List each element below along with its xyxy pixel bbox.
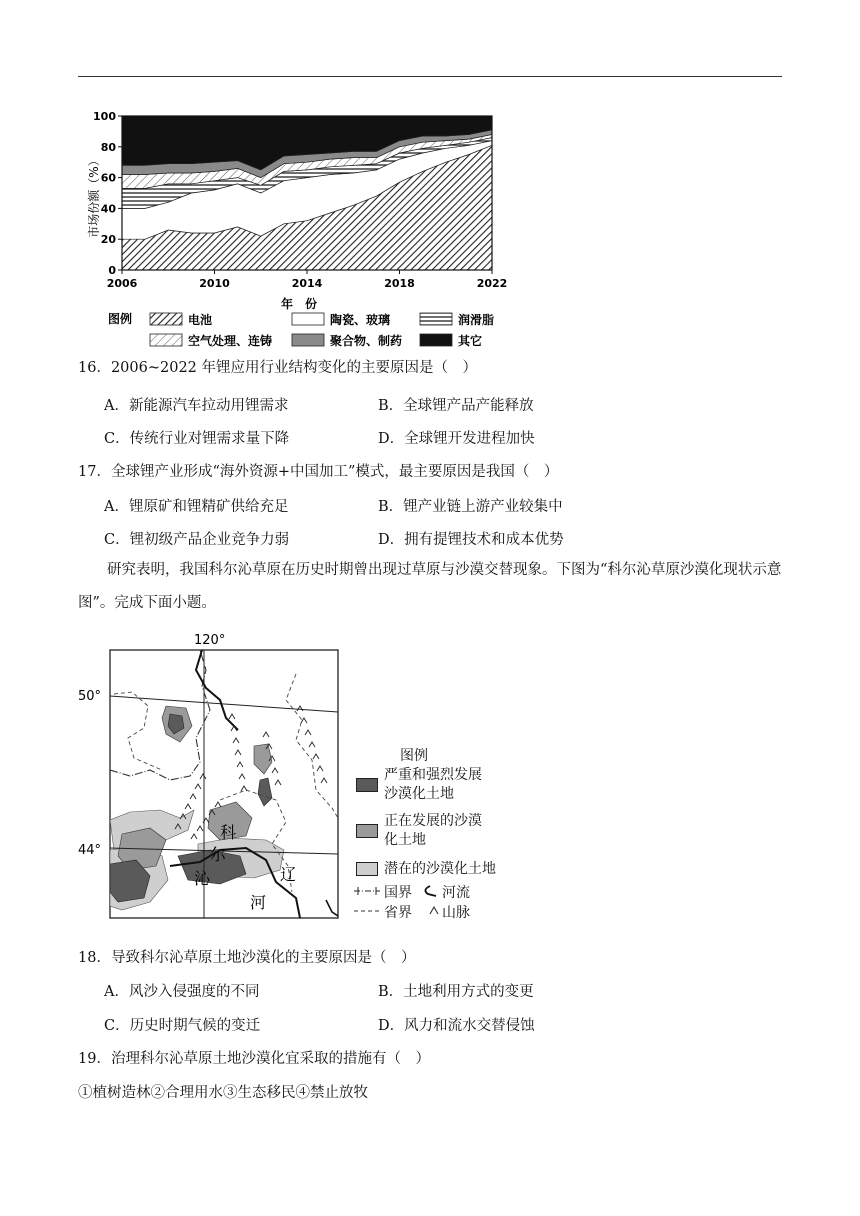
place-char-er: 尔 [210,845,227,864]
chart-legend-swatch-4 [150,334,182,346]
legend-national-border: 国界 [384,885,412,901]
chart-legend-title: 图例 [108,312,133,326]
chart-legend-swatch-1 [150,313,182,325]
question-19-measures: ①植树造林②合理用水③生态移民④禁止放牧 [78,1085,368,1101]
legend-swatch-developing [356,824,378,838]
legend-swatch-severe [356,778,378,792]
latitude-label-44: 44° [78,843,102,858]
y-tick-label: 40 [100,202,116,216]
map-legend-developing [356,812,384,838]
y-tick-label: 0 [108,264,116,277]
x-tick-label: 2014 [291,277,323,290]
question-16-option-c[interactable]: C．传统行业对锂需求量下降 [104,431,290,447]
x-tick-label: 2018 [384,277,415,290]
question-18-option-a[interactable]: A．风沙入侵强度的不同 [104,984,260,1000]
question-16-option-a[interactable]: A．新能源汽车拉动用锂需求 [104,398,289,414]
question-18-stem: 18．导致科尔沁草原土地沙漠化的主要原因是（ ） [78,950,416,966]
chart-legend-label-6: 其它 [458,334,483,348]
chart-x-axis-label: 年 份 [280,297,318,311]
chart-legend-label-5: 聚合物、制药 [330,334,403,348]
map-legend-severe [356,766,384,792]
x-tick-label: 2010 [199,277,230,290]
legend-river: 河流 [442,885,470,901]
reading-paragraph: 研究表明，我国科尔沁草原在历史时期曾出现过草原与沙漠交替现象。下图为“科尔沁草原沙漠化现状示意图”。完成下面小题。 [78,562,782,611]
chart-legend-swatch-5 [292,334,324,346]
legend-label-developing-2: 化土地 [384,832,426,848]
question-17-option-c[interactable]: C．锂初级产品企业竞争力弱 [104,532,290,548]
question-17-stem: 17．全球锂产业形成“海外资源+中国加工”模式，最主要原因是我国（ ） [78,464,559,480]
map-legend-severe-label [384,766,482,804]
legend-swatch-potential [356,862,378,876]
longitude-label: 120° [194,633,226,648]
place-char-ke: 科 [220,823,237,842]
legend-label-potential: 潜在的沙漠化土地 [384,861,496,877]
map-legend-title: 图例 [400,748,428,764]
question-18-option-b[interactable]: B．土地利用方式的变更 [378,984,534,1000]
legend-label-severe-1: 严重和强烈发展 [384,767,482,783]
horqin-desertification-map [70,630,370,926]
map-legend-developing-label [384,812,482,850]
legend-mountain: 山脉 [442,905,470,921]
latitude-label-50: 50° [78,689,102,704]
lithium-market-chart [78,100,538,350]
y-tick-label: 60 [100,171,116,185]
question-17-option-a[interactable]: A．锂原矿和锂精矿供给充足 [104,499,289,515]
chart-series-layer [122,116,492,270]
legend-label-developing-1: 正在发展的沙漠 [384,813,482,829]
y-tick-label: 80 [100,140,116,154]
place-char-he: 河 [250,893,267,912]
question-16-option-d[interactable]: D．全球锂开发进程加快 [378,431,535,447]
question-18-option-d[interactable]: D．风力和流水交替侵蚀 [378,1018,535,1034]
question-18-option-c[interactable]: C．历史时期气候的变迁 [104,1018,261,1034]
chart-legend-swatch-2 [292,313,324,325]
place-char-qin: 沁 [194,869,211,888]
x-tick-label: 2006 [106,277,138,290]
chart-legend-swatch-6 [420,334,452,346]
chart-y-axis-label: 市场份额（%） [87,154,101,238]
legend-province-border: 省界 [384,905,412,921]
x-tick-label: 2022 [476,277,508,290]
line-legend-symbols [352,882,512,922]
chart-legend [108,311,494,348]
question-19-stem: 19．治理科尔沁草原土地沙漠化宜采取的措施有（ ） [78,1051,430,1067]
legend-label-severe-2: 沙漠化土地 [384,786,454,802]
question-16-stem: 16．2006~2022 年锂应用行业结构变化的主要原因是（ ） [78,360,478,376]
chart-legend-label-3: 润滑脂 [458,313,495,327]
question-16-option-b[interactable]: B．全球锂产品产能释放 [378,398,534,414]
place-char-liao: 辽 [280,865,297,884]
question-17-option-d[interactable]: D．拥有提锂技术和成本优势 [378,532,564,548]
map-legend-potential [356,858,496,878]
chart-legend-label-1: 电池 [188,313,213,327]
chart-legend-label-4: 空气处理、连铸 [188,334,273,348]
map-line-legend [352,882,512,922]
y-tick-label: 100 [93,110,116,123]
y-tick-label: 20 [100,233,116,247]
chart-legend-swatch-3 [420,313,452,325]
question-17-option-b[interactable]: B．锂产业链上游产业较集中 [378,499,563,515]
header-rule [78,76,782,77]
chart-legend-label-2: 陶瓷、玻璃 [330,313,391,327]
